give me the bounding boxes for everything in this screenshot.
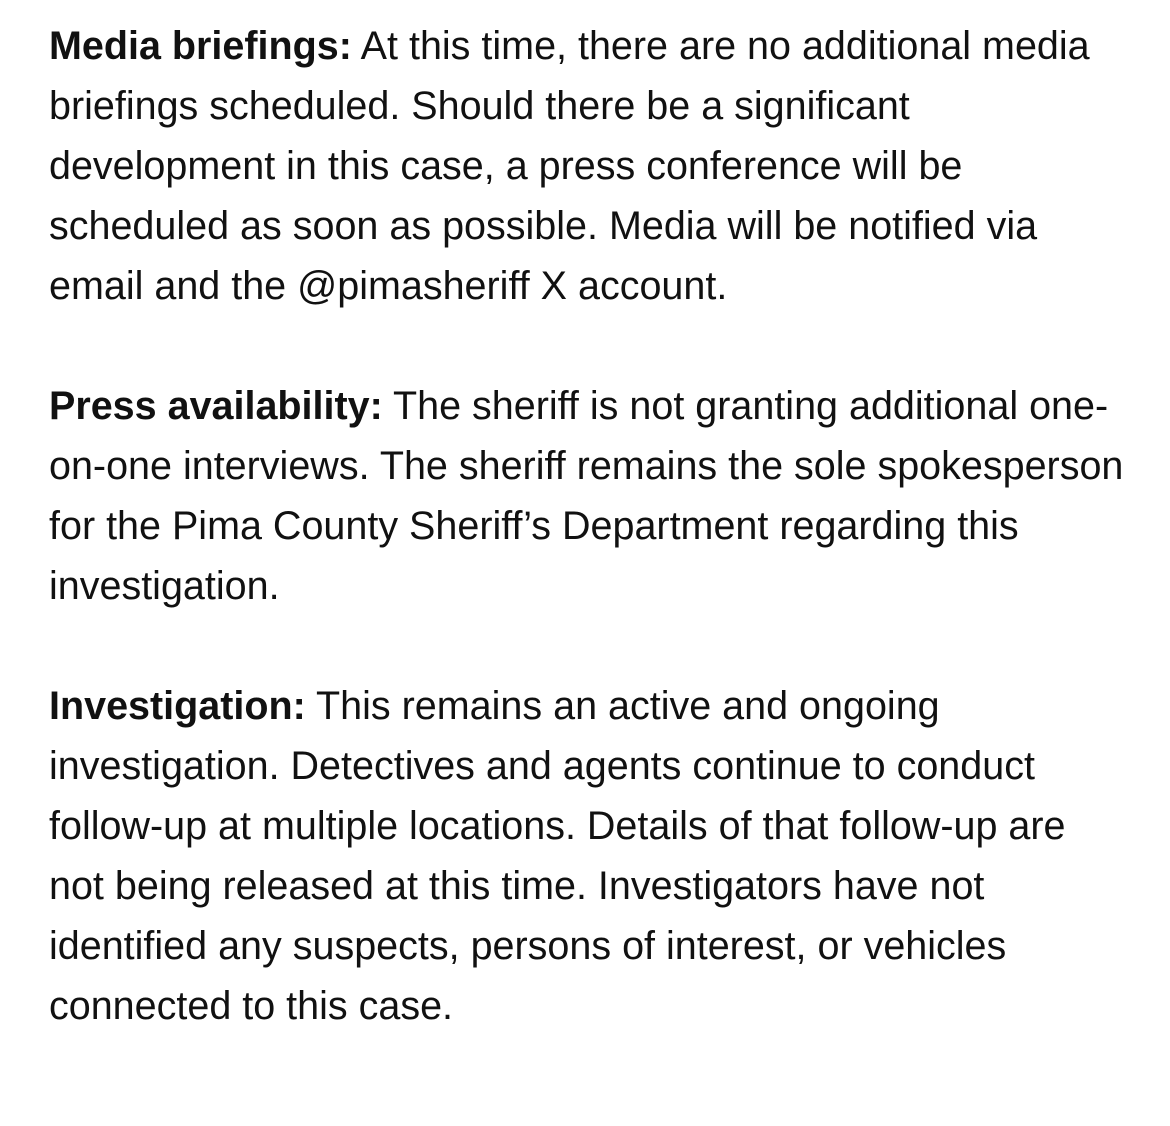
media-briefings-section xyxy=(49,16,1129,316)
investigation-text: This remains an active and ongoing investigation. Detectives and agents continue to conduct follow-up at multiple locations. Details of that follow-up are not being released at this time. Investigators have not identified any suspects, persons of interest, or vehicles connected to this case. xyxy=(49,684,1066,1028)
statement-document xyxy=(49,16,1129,1036)
media-briefings-label: Media briefings: xyxy=(49,24,352,68)
media-briefings-text: At this time, there are no additional media briefings scheduled. Should there be a significant development in this case, a press conference will be scheduled as soon as possible. Media will be notified via email and the @pimasheriff X account. xyxy=(49,24,1090,308)
investigation-section xyxy=(49,676,1129,1036)
investigation-label: Investigation: xyxy=(49,684,306,728)
press-availability-text: The sheriff is not granting additional one-on-one interviews. The sheriff remains the sole spokesperson for the Pima County Sheriff’s Department regarding this investigation. xyxy=(49,384,1124,608)
press-availability-section xyxy=(49,376,1129,616)
press-availability-label: Press availability: xyxy=(49,384,383,428)
